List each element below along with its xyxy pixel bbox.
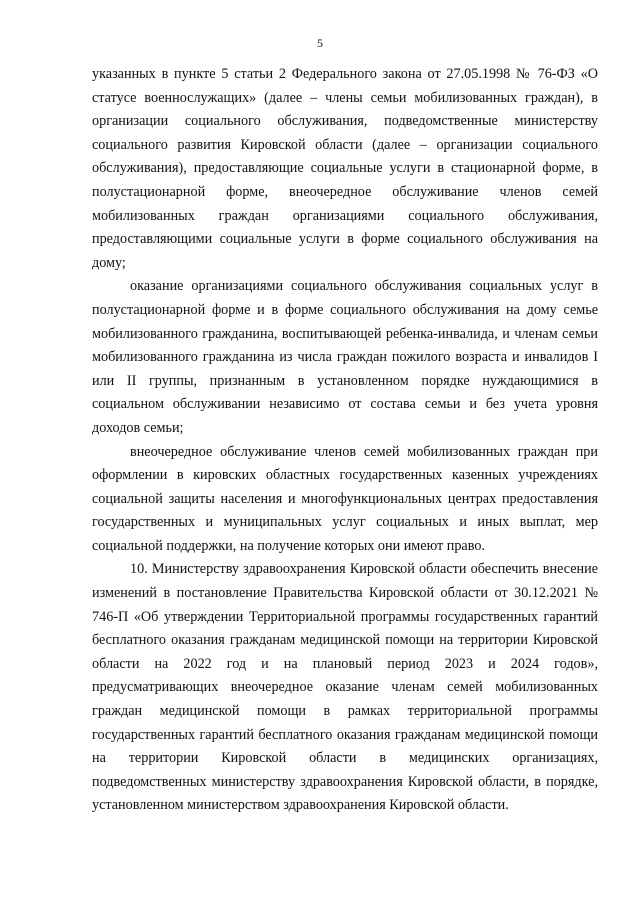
paragraph-item-10: 10. Министерству здравоохранения Кировской области обеспечить внесение изменений в постановление Правительства Кировской области от 30.12.2021 № 746-П «Об утверждении Территориальной программы государственных гарантий бесплатного оказания гражданам медицинской помощи на территории Кировской области на 2022 год и на плановый период 2023 и 2024 годов», предусматривающих внеочередное оказание членам семей мобилизованных граждан медицинской помощи в рамках территориальной программы государственных гарантий бесплатного оказания гражданам медицинской помощи на территории Кировской области в медицинских организациях, подведомственных министерству здравоохранения Кировской области, в порядке, установленном министерством здравоохранения Кировской области.	[92, 561, 598, 814]
paragraph-continuation: указанных в пункте 5 статьи 2 Федерального закона от 27.05.1998 № 76-ФЗ «О статусе военнослужащих» (далее – члены семьи мобилизованных граждан), в организации социального обслуживания, подведомственные министерству социального развития Кировской области (далее – организации социального обслуживания), предоставляющие социальные услуги в стационарной форме, в полустационарной форме, внеочередное обслуживание членов семей мобилизованных граждан организациями социального обслуживания, предоставляющими социальные услуги в форме социального обслуживания на дому;	[92, 66, 598, 271]
paragraph-priority-service: внеочередное обслуживание членов семей мобилизованных граждан при оформлении в кировских областных государственных казенных учреждениях социальной защиты населения и многофункциональных центрах предоставления государственных и муниципальных услуг социальных и иных выплат, мер социальной поддержки, на получение которых они имеют право.	[92, 443, 598, 554]
paragraph-social-services: оказание организациями социального обслуживания социальных услуг в полустационарной форме и в форме социального обслуживания на дому семье мобилизованного гражданина, воспитывающей ребенка-инвалида, и членам семьи мобилизованного гражданина из числа граждан пожилого возраста и инвалидов I или II группы, признанным в установленном порядке нуждающимися в социальном обслуживании независимо от состава семьи и без учета уровня доходов семьи;	[92, 278, 598, 436]
document-body	[92, 63, 598, 818]
page-number: 5	[317, 36, 323, 50]
